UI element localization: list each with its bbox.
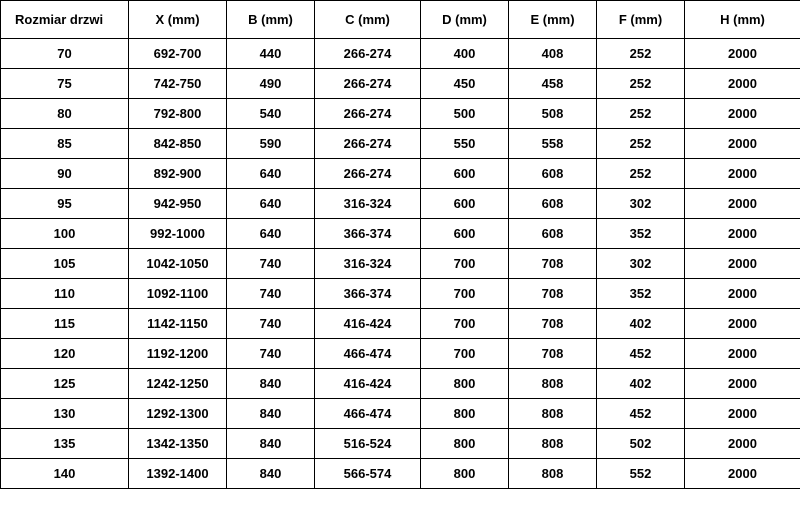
cell-d: 600 <box>421 189 509 219</box>
column-header-d: D (mm) <box>421 1 509 39</box>
table-row <box>1 339 800 369</box>
cell-x: 792-800 <box>129 99 227 129</box>
table-header-row <box>1 1 800 39</box>
cell-b: 590 <box>227 129 315 159</box>
cell-f: 252 <box>597 159 685 189</box>
cell-e: 708 <box>509 249 597 279</box>
cell-f: 452 <box>597 339 685 369</box>
cell-door-size: 115 <box>1 309 129 339</box>
cell-h: 2000 <box>685 159 800 189</box>
cell-door-size: 130 <box>1 399 129 429</box>
cell-b: 490 <box>227 69 315 99</box>
column-header-h: H (mm) <box>685 1 800 39</box>
cell-c: 366-374 <box>315 279 421 309</box>
cell-f: 352 <box>597 219 685 249</box>
cell-b: 840 <box>227 429 315 459</box>
cell-h: 2000 <box>685 249 800 279</box>
cell-e: 708 <box>509 339 597 369</box>
cell-b: 740 <box>227 249 315 279</box>
cell-f: 352 <box>597 279 685 309</box>
cell-x: 1342-1350 <box>129 429 227 459</box>
cell-f: 452 <box>597 399 685 429</box>
cell-f: 502 <box>597 429 685 459</box>
cell-b: 840 <box>227 399 315 429</box>
cell-x: 1242-1250 <box>129 369 227 399</box>
cell-b: 440 <box>227 39 315 69</box>
cell-door-size: 80 <box>1 99 129 129</box>
table-row <box>1 39 800 69</box>
cell-x: 1142-1150 <box>129 309 227 339</box>
cell-h: 2000 <box>685 339 800 369</box>
column-header-door-size: Rozmiar drzwi <box>1 1 129 39</box>
table-row <box>1 309 800 339</box>
cell-d: 800 <box>421 399 509 429</box>
cell-e: 808 <box>509 369 597 399</box>
cell-e: 808 <box>509 459 597 489</box>
cell-c: 266-274 <box>315 69 421 99</box>
column-header-f: F (mm) <box>597 1 685 39</box>
cell-c: 266-274 <box>315 129 421 159</box>
cell-h: 2000 <box>685 189 800 219</box>
cell-b: 740 <box>227 309 315 339</box>
cell-h: 2000 <box>685 99 800 129</box>
cell-h: 2000 <box>685 39 800 69</box>
cell-f: 302 <box>597 249 685 279</box>
cell-x: 1292-1300 <box>129 399 227 429</box>
cell-c: 366-374 <box>315 219 421 249</box>
cell-c: 266-274 <box>315 159 421 189</box>
cell-d: 800 <box>421 459 509 489</box>
table-body <box>1 39 800 489</box>
cell-c: 316-324 <box>315 189 421 219</box>
column-header-c: C (mm) <box>315 1 421 39</box>
cell-x: 842-850 <box>129 129 227 159</box>
cell-h: 2000 <box>685 219 800 249</box>
cell-c: 416-424 <box>315 309 421 339</box>
cell-b: 640 <box>227 159 315 189</box>
table-row <box>1 129 800 159</box>
cell-h: 2000 <box>685 429 800 459</box>
cell-d: 600 <box>421 219 509 249</box>
cell-x: 1042-1050 <box>129 249 227 279</box>
cell-e: 608 <box>509 219 597 249</box>
cell-h: 2000 <box>685 69 800 99</box>
cell-e: 608 <box>509 189 597 219</box>
column-header-x: X (mm) <box>129 1 227 39</box>
cell-x: 1192-1200 <box>129 339 227 369</box>
cell-door-size: 135 <box>1 429 129 459</box>
cell-door-size: 100 <box>1 219 129 249</box>
cell-b: 840 <box>227 459 315 489</box>
cell-f: 252 <box>597 99 685 129</box>
cell-d: 800 <box>421 429 509 459</box>
cell-b: 640 <box>227 189 315 219</box>
cell-e: 458 <box>509 69 597 99</box>
cell-h: 2000 <box>685 399 800 429</box>
cell-b: 540 <box>227 99 315 129</box>
cell-d: 550 <box>421 129 509 159</box>
cell-door-size: 110 <box>1 279 129 309</box>
table-row <box>1 189 800 219</box>
cell-d: 700 <box>421 339 509 369</box>
cell-e: 508 <box>509 99 597 129</box>
cell-f: 402 <box>597 309 685 339</box>
cell-f: 402 <box>597 369 685 399</box>
table-row <box>1 399 800 429</box>
cell-door-size: 70 <box>1 39 129 69</box>
cell-e: 808 <box>509 429 597 459</box>
cell-e: 708 <box>509 309 597 339</box>
table-row <box>1 99 800 129</box>
cell-c: 316-324 <box>315 249 421 279</box>
cell-x: 1392-1400 <box>129 459 227 489</box>
table-row <box>1 219 800 249</box>
cell-e: 608 <box>509 159 597 189</box>
cell-d: 700 <box>421 249 509 279</box>
cell-c: 416-424 <box>315 369 421 399</box>
cell-h: 2000 <box>685 129 800 159</box>
cell-f: 302 <box>597 189 685 219</box>
cell-x: 992-1000 <box>129 219 227 249</box>
table-header <box>1 1 800 39</box>
cell-x: 892-900 <box>129 159 227 189</box>
cell-door-size: 95 <box>1 189 129 219</box>
cell-x: 1092-1100 <box>129 279 227 309</box>
cell-d: 400 <box>421 39 509 69</box>
cell-door-size: 85 <box>1 129 129 159</box>
cell-x: 942-950 <box>129 189 227 219</box>
cell-c: 466-474 <box>315 399 421 429</box>
cell-e: 408 <box>509 39 597 69</box>
cell-b: 740 <box>227 279 315 309</box>
cell-d: 450 <box>421 69 509 99</box>
cell-f: 252 <box>597 129 685 159</box>
cell-c: 266-274 <box>315 99 421 129</box>
table-row <box>1 459 800 489</box>
cell-door-size: 90 <box>1 159 129 189</box>
cell-door-size: 140 <box>1 459 129 489</box>
cell-d: 700 <box>421 309 509 339</box>
cell-b: 740 <box>227 339 315 369</box>
cell-c: 266-274 <box>315 39 421 69</box>
cell-x: 692-700 <box>129 39 227 69</box>
cell-f: 252 <box>597 69 685 99</box>
cell-b: 840 <box>227 369 315 399</box>
cell-d: 500 <box>421 99 509 129</box>
cell-b: 640 <box>227 219 315 249</box>
cell-c: 466-474 <box>315 339 421 369</box>
cell-d: 600 <box>421 159 509 189</box>
column-header-b: B (mm) <box>227 1 315 39</box>
table-row <box>1 159 800 189</box>
cell-x: 742-750 <box>129 69 227 99</box>
cell-d: 700 <box>421 279 509 309</box>
cell-e: 808 <box>509 399 597 429</box>
cell-h: 2000 <box>685 369 800 399</box>
cell-c: 516-524 <box>315 429 421 459</box>
table-row <box>1 279 800 309</box>
table-row <box>1 69 800 99</box>
cell-f: 252 <box>597 39 685 69</box>
column-header-e: E (mm) <box>509 1 597 39</box>
cell-door-size: 75 <box>1 69 129 99</box>
cell-d: 800 <box>421 369 509 399</box>
cell-h: 2000 <box>685 279 800 309</box>
cell-h: 2000 <box>685 459 800 489</box>
cell-e: 558 <box>509 129 597 159</box>
table-row <box>1 249 800 279</box>
cell-e: 708 <box>509 279 597 309</box>
cell-door-size: 125 <box>1 369 129 399</box>
cell-door-size: 105 <box>1 249 129 279</box>
cell-c: 566-574 <box>315 459 421 489</box>
cell-door-size: 120 <box>1 339 129 369</box>
table-row <box>1 429 800 459</box>
table-row <box>1 369 800 399</box>
cell-f: 552 <box>597 459 685 489</box>
cell-h: 2000 <box>685 309 800 339</box>
